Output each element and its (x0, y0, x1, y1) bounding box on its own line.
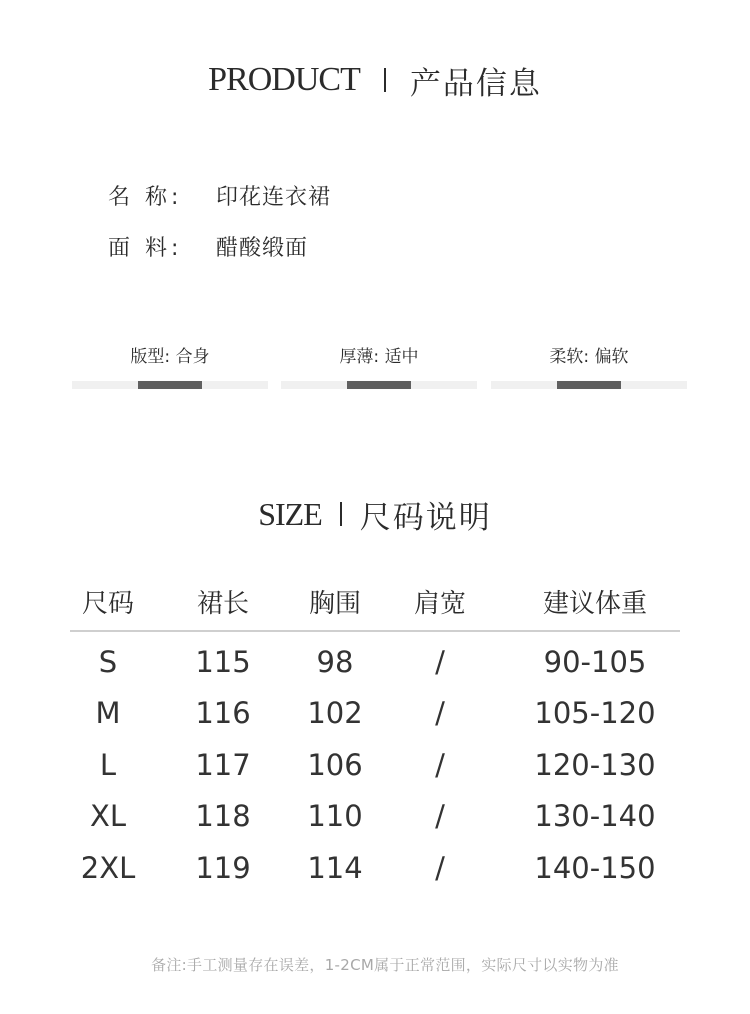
cell-weight: 140-150 (534, 850, 656, 885)
attribute-text (491, 345, 687, 369)
cell-weight: 130-140 (534, 799, 656, 834)
product-heading-en: PRODUCT (208, 61, 360, 98)
attribute-scale (72, 381, 268, 389)
cell-bust: 110 (307, 799, 363, 834)
cell-weight: 90-105 (543, 644, 647, 679)
table-body (70, 636, 680, 894)
cell-bust: 102 (307, 696, 363, 731)
size-heading-cn: 尺码说明 (359, 499, 492, 536)
info-label: 面 料: (108, 235, 183, 261)
attribute-indicator (138, 381, 202, 389)
heading-divider (340, 502, 342, 526)
cell-size: L (99, 747, 117, 782)
attribute-indicator (557, 381, 621, 389)
cell-bust: 98 (316, 644, 354, 679)
cell-shoulder: / (435, 850, 445, 885)
attribute-label: 柔软: (549, 347, 590, 367)
product-heading-cn: 产品信息 (409, 65, 542, 102)
cell-weight: 120-130 (534, 747, 656, 782)
attribute-value: 合身 (175, 347, 210, 367)
header-bust: 胸围 (308, 588, 361, 619)
attribute-value: 偏软 (594, 347, 629, 367)
table-row (70, 688, 680, 740)
attribute-text (281, 345, 477, 369)
size-heading-en: SIZE (258, 495, 322, 532)
table-row (70, 842, 680, 894)
measurement-note: 备注:手工测量存在误差，1-2CM属于正常范围，实际尺寸以实物为准 (151, 956, 619, 974)
info-value: 印花连衣裙 (216, 184, 332, 210)
cell-length: 119 (195, 850, 251, 885)
cell-bust: 106 (307, 747, 363, 782)
header-weight: 建议体重 (542, 588, 647, 619)
size-heading (0, 492, 750, 536)
header-length: 裙长 (196, 588, 249, 619)
cell-weight: 105-120 (534, 696, 656, 731)
cell-bust: 114 (307, 850, 363, 885)
attribute-indicator (347, 381, 411, 389)
cell-length: 115 (195, 644, 251, 679)
info-label: 名 称: (108, 184, 183, 210)
attribute-text (72, 345, 268, 369)
info-value: 醋酸缎面 (216, 235, 309, 261)
header-shoulder: 肩宽 (413, 588, 466, 619)
cell-size: S (98, 644, 118, 679)
table-row (70, 791, 680, 843)
cell-shoulder: / (435, 799, 445, 834)
attribute-label: 版型: (130, 347, 171, 367)
header-size: 尺码 (81, 588, 134, 619)
cell-length: 118 (195, 799, 251, 834)
cell-shoulder: / (435, 747, 445, 782)
cell-size: XL (89, 799, 127, 834)
info-row-fabric (108, 231, 308, 261)
cell-shoulder: / (435, 696, 445, 731)
cell-shoulder: / (435, 644, 445, 679)
attribute-fit (72, 345, 268, 389)
cell-length: 116 (195, 696, 251, 731)
attribute-value: 适中 (384, 347, 419, 367)
attribute-label: 厚薄: (339, 347, 380, 367)
attribute-scale (491, 381, 687, 389)
table-divider (70, 630, 680, 632)
table-row (70, 739, 680, 791)
table-row (70, 636, 680, 688)
attribute-thickness (281, 345, 477, 389)
attribute-scale (281, 381, 477, 389)
cell-size: M (95, 696, 121, 731)
size-table (70, 578, 680, 894)
attribute-softness (491, 345, 687, 389)
heading-divider (384, 68, 386, 92)
info-row-name (108, 180, 331, 210)
cell-length: 117 (195, 747, 251, 782)
table-header (70, 578, 680, 624)
cell-size: 2XL (80, 850, 136, 885)
product-heading (0, 58, 750, 102)
